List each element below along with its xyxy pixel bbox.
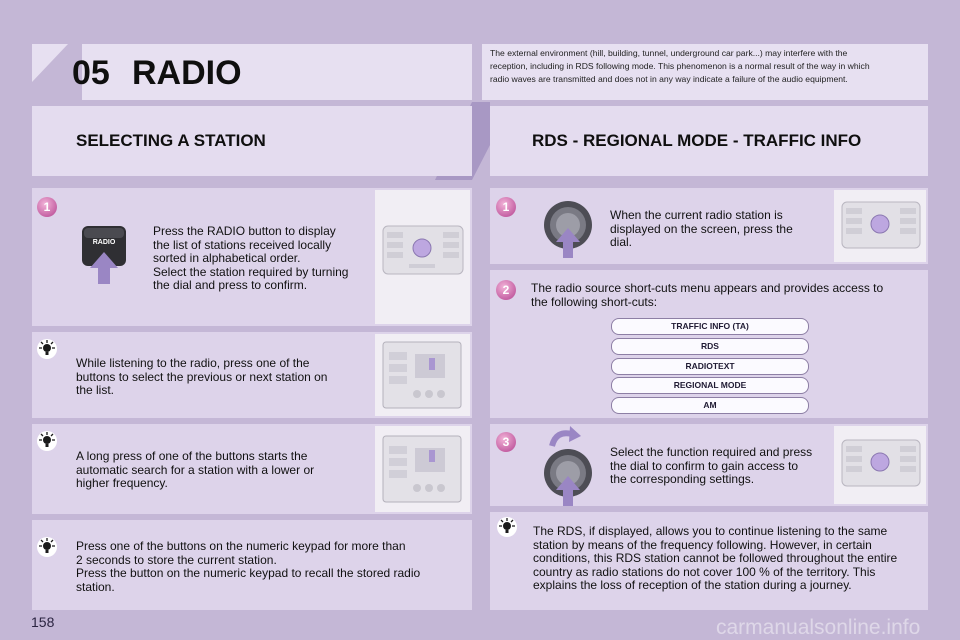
watermark: carmanualsonline.info (716, 616, 921, 639)
radio-button-label: RADIO (92, 239, 116, 246)
left-tip1-text: While listening to the radio, press one of the buttons to select the previous or next station on the list. (76, 356, 328, 397)
left-section-heading: SELECTING A STATION (76, 131, 266, 150)
step-badge: 2 (496, 280, 516, 300)
tip-icon (36, 430, 58, 452)
left-tip3-text: Press one of the buttons on the numeric keypad for more than 2 seconds to store the current station. Press the button on the numeric keypad to recall the stored radio station. (76, 539, 421, 594)
step-badge: 3 (496, 432, 516, 452)
right-step3-text: Select the function required and press the dial to confirm to gain access to the corresponding settings. (610, 445, 813, 486)
dashboard-illustration (375, 426, 470, 512)
step-badge: 1 (37, 197, 57, 217)
tip-icon (496, 516, 518, 538)
left-tip2-text: A long press of one of the buttons starts the automatic search for a station with a lower or higher frequency. (76, 449, 315, 490)
dial-press-icon (540, 198, 596, 260)
shortcut-rds[interactable]: RDS (611, 338, 809, 355)
dashboard-illustration (375, 334, 470, 416)
radio-button-icon (80, 224, 128, 268)
step-badge: 1 (496, 197, 516, 217)
right-step1-text: When the current radio station is displayed on the screen, press the dial. (610, 208, 793, 249)
rotate-arrow-icon (548, 424, 582, 450)
chapter-title: RADIO (132, 54, 242, 92)
shortcut-regional-mode[interactable]: REGIONAL MODE (611, 377, 809, 394)
right-step2-text: The radio source short-cuts menu appears and provides access to the following short-cuts: (531, 281, 884, 309)
tip-icon (36, 338, 58, 360)
dashboard-illustration (834, 190, 926, 262)
dashboard-illustration (834, 426, 926, 504)
dashboard-illustration (375, 190, 470, 324)
right-tip-text: The RDS, if displayed, allows you to continue listening to the same station by means of the frequency following. However, in certain conditions, this RDS station cannot be followed throughout the entire country as radio stations do not cover 100 % of the territory. This explains the loss of reception of the station during a journey. (533, 524, 898, 592)
shortcut-radiotext[interactable]: RADIOTEXT (611, 358, 809, 375)
shortcut-traffic-info[interactable]: TRAFFIC INFO (TA) (611, 318, 809, 335)
left-step1-text: Press the RADIO button to display the list of stations received locally sorted in alphabetical order. Select the station required by turning the dial and press to confirm. (153, 224, 349, 292)
shortcut-am[interactable]: AM (611, 397, 809, 414)
notice-text: The external environment (hill, building, tunnel, underground car park...) may interfere with the reception, including in RDS following mode. This phenomenon is a normal result of the way in which radio waves are transmitted and does not in any way indicate a failure of the audio equipment. (490, 48, 870, 84)
chapter-number: 05 (72, 54, 110, 92)
right-section-heading: RDS - REGIONAL MODE - TRAFFIC INFO (532, 131, 862, 150)
dial-press-icon (540, 448, 596, 508)
tip-icon (36, 536, 58, 558)
page-number: 158 (31, 614, 55, 630)
